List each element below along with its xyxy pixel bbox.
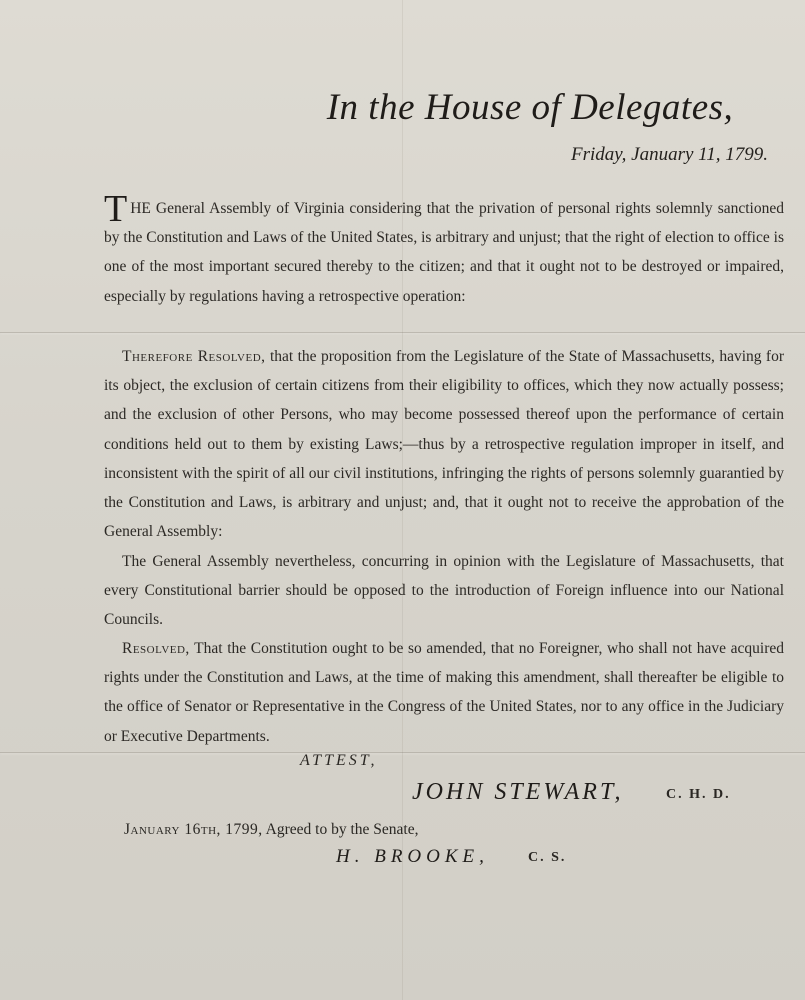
- document-title: In the House of Delegates,: [326, 87, 734, 128]
- paragraph-text: That the Constitution ought to be so amended, that no Foreigner, who shall not have acquired rights under the Constitution and Laws, at the time of making this amendment, shall thereafter be eligible to the office of Senator or Representative in the Congress of the United States, nor to any office in the Judiciary or Executive Departments.: [104, 640, 784, 745]
- signature-title: C. S.: [528, 850, 567, 865]
- agreement-text: Agreed to by the Senate,: [262, 821, 419, 838]
- paragraph-preamble: [104, 188, 784, 311]
- paragraph-text: that the proposition from the Legislature of the State of Massachusetts, having for its object, the exclusion of certain citizens from their eligibility to offices, which they now actually possess; and the exclusion of other Persons, who may become possessed thereof upon the performance of certain conditions held out to them by existing Laws;—thus by a retrospective regulation improper in itself, and inconsistent with the spirit of all our civil institutions, infringing the rights of persons solemnly guarantied by the Constitution and Laws, is arbitrary and unjust; and, that it ought not to receive the approbation of the General Assembly:: [104, 348, 784, 541]
- paragraph-lead: Resolved,: [122, 640, 190, 657]
- paragraph-lead: Therefore Resolved,: [122, 348, 266, 365]
- senate-agreement-line: [124, 821, 418, 839]
- document-date: Friday, January 11, 1799.: [570, 144, 768, 165]
- signature-title: C. H. D.: [666, 787, 731, 802]
- paragraph-text: The General Assembly nevertheless, concurring in opinion with the Legislature of Massachusetts, that every Constitutional barrier should be opposed to the introduction of Foreign influence into our National Councils.: [104, 553, 784, 629]
- drop-cap: T: [104, 188, 128, 230]
- paragraph-text: HE General Assembly of Virginia considering that the privation of personal rights solemnly sanctioned by the Constitution and Laws of the United States, is arbitrary and unjust; that the right of election to office is one of the most important secured thereby to the citizen; and that it ought not to be destroyed or impaired, especially by regulations having a retrospective operation:: [104, 200, 784, 305]
- paragraph-concurrence: [104, 547, 784, 635]
- paragraph-resolution-1: [104, 342, 784, 546]
- attest-label: ATTEST,: [300, 752, 378, 769]
- signature-h-brooke: H. BROOKE,: [336, 846, 489, 867]
- paragraph-resolution-2: [104, 634, 784, 751]
- signature-john-stewart: JOHN STEWART,: [412, 779, 624, 805]
- agreement-date: January 16th, 1799,: [124, 821, 263, 838]
